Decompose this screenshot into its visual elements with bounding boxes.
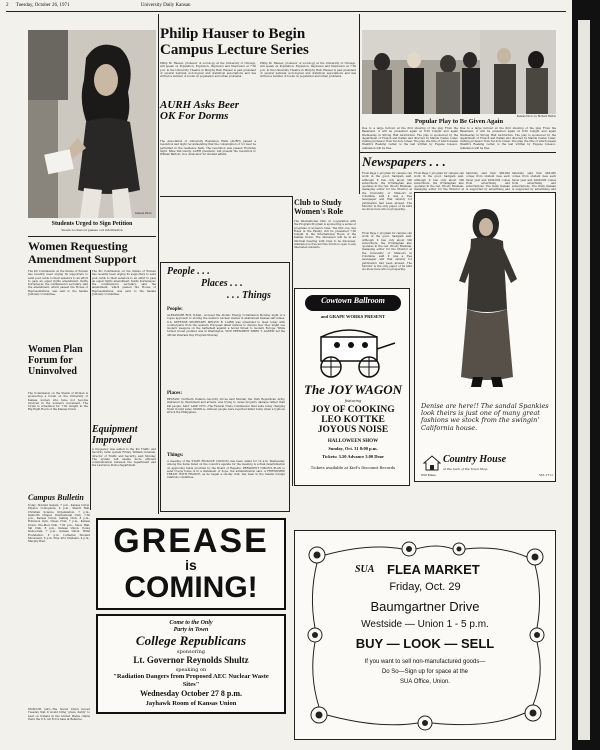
- flea-hours: Westside — Union 1 - 5 p.m.: [361, 619, 489, 630]
- folio-date: Tuesday, October 26, 1971: [15, 3, 70, 8]
- equipment-headline: Equipment Improved: [92, 424, 138, 446]
- republicans-when: Wednesday October 27 8 p.m.: [139, 689, 243, 698]
- flea-date: Friday, Oct. 29: [389, 581, 461, 593]
- photo-credit: Kansan Photo: [135, 212, 152, 215]
- grease-ad: [96, 518, 286, 610]
- grease-line-3: COMING!: [124, 571, 258, 604]
- cowtown-featuring: featuring: [344, 399, 362, 403]
- col-rule-4: [359, 14, 360, 194]
- flea-brand: SUA: [355, 564, 375, 575]
- amendment-body-col1: The KU Commission on the Status of Women has recently been urging its supporters to send post cards to their senators to an effort to pass an equal rights amendment. Kathy Kortemeyer, the commission's secretary, said the amendment, which passed the House of Representatives, was sent to the Senate Judiciary Committee.: [28, 270, 88, 297]
- cowtown-tickets: Tickets: 3.50 Advance 3.00 Door: [322, 454, 384, 459]
- forum-headline: Women Plan Forum for Uninvolved: [28, 344, 83, 377]
- facing-page-strip: [578, 20, 590, 740]
- cowtown-ad: [294, 288, 410, 486]
- cowtown-title: Cowtown Ballroom: [321, 296, 385, 305]
- petition-caption: Students Urged to Sign Petition: [51, 221, 133, 227]
- play-actors-photo-icon: [362, 30, 556, 114]
- flea-sub-1: If you want to sell non-manufactured goods—: [364, 659, 486, 665]
- republicans-speaking-on: speaking on: [175, 667, 207, 673]
- amendment-headline: Women Requesting Amendment Support: [28, 239, 137, 266]
- people-places-things-box: [160, 262, 290, 512]
- grease-line-1: GREASE: [113, 522, 269, 560]
- ppt-things-body: A meeting of the STATE FINANCE COUNCIL has been called for 10 a.m. Wednesday. Among the items listed on the council's agenda for the meeting is a final determination on approving funds provided by the Board of Regents. PRESIDENT NIXON'S PLAN to send troops home is in a statement of hope, the administration said. A FRIENDSHIP TREATY WITH FRANCE, as he began a six-day visit, has been in the Senate foreign relations committee.: [167, 460, 285, 480]
- ppt-things: . . . Things: [227, 290, 271, 301]
- hauser-headline: Philip Hauser to Begin Campus Lecture Series: [160, 26, 309, 58]
- woman-photo-icon: [28, 30, 156, 218]
- fashion-model-icon: [433, 199, 537, 389]
- folio-rule: [6, 11, 566, 12]
- club-headline: Club to Study Women's Role: [294, 198, 344, 216]
- petition-photo: [28, 30, 156, 218]
- cowtown-bands: JOY OF COOKING LEO KOTTKE JOYOUS NOISE: [311, 405, 395, 435]
- moscow-body: MOSCOW (AP)—The Soviet Union moved Tuesday that it would bring 'grave clarity' to bear on Ireland in the United States claims there the U.S. Air Force base at Bellevue.: [28, 708, 90, 721]
- republicans-speaker: Lt. Governor Reynolds Shultz: [133, 655, 249, 665]
- country-house-address: 839 Mass.: [421, 473, 437, 477]
- newspapers-body-col1: From Page 1 program for campus can work in the good, Sadigam said. Although it has only about 300 subscribers, the O'Callaghan also operates in the red. Woody Brennan, managing editor for the Monitor at the University of Missouri in Columbia, said it was a free newspaper and that subsidy for publication had been abused. The Monitor is the only paper of its kind we know here who is prospering.: [362, 172, 412, 212]
- flea-sub-3: SUA Office, Union.: [400, 679, 450, 685]
- hauser-body-col1: Philip M. Hauser, professor of sociology at the University of Chicago, will speak on Population, Explosion, Implosion and Displosion at 7:30 p.m. in the University Theatre in Murphy Hall. Hauser is past president of several national sociological and statistical associations and has written a number of books on population and urban problems.: [160, 62, 256, 79]
- col-rule-3: [292, 196, 293, 486]
- hauser-body-col2: Philip M. Hauser, professor of sociology at the University of Chicago, will speak on Population, Explosion, Implosion and Displosion at 7:30 p.m. in the University Theatre in Murphy Hall. Hauser is past president of several national sociological and statistical associations and has written a number of books on population and urban problems.: [260, 62, 356, 79]
- play-caption: Popular Play to Be Given Again: [414, 118, 504, 125]
- flea-market-ad: [294, 530, 556, 740]
- ppt-places-label: Places:: [167, 391, 182, 396]
- amendment-body-col2: The KU Commission on the Status of Women has recently been urging its supporters to send post cards to their senators to an effort to pass an equal rights amendment. Kathy Kortemeyer, the commission's secretary, said the amendment, which passed the House of Representatives, was sent to the Senate Judiciary Committee.: [92, 270, 156, 297]
- ppt-people: People . . .: [167, 266, 210, 277]
- flea-location: Baumgartner Drive: [370, 599, 480, 614]
- play-photo-credit: Kansan Photo by Richard Buffon: [516, 115, 556, 118]
- newspapers-body-col3: Saturday said that $80,000 comes from student fees each fiscal year and $200,000 comes from advertising and subscriptions. The Daily Kansan is supported by advertising and: [466, 172, 510, 192]
- republicans-top-2: Party in Town: [173, 627, 209, 633]
- country-house-name: Country House: [443, 454, 507, 465]
- folio-paper: University Daily Kansan: [140, 3, 191, 8]
- facing-page-edge: [572, 0, 600, 750]
- cowtown-event: HALLOWEEN SHOW: [327, 439, 379, 444]
- ppt-places-body: BELFAST, Northern Ireland—Security forces said Monday the Irish Republican Army, shattered by internment and arrests, was trying to cause property damage rather than kill people. SALT LAKE CITY—The Federal Trade Commission filed suits today charging fraud in land sales. MANILA—Sixteen people were reported killed today when a typhoon struck the Philippines.: [167, 398, 285, 415]
- play-body-col2: Due to a large turnout at the first showing of the play From the Basement, it will be presented again at 8:30 tonight and again Wednesday in Strong Hall Auditorium. The play is sponsored by the department of French and Italian and directed by Maude Castel. Later, visiting professor from Tel Aviv, Israel. The play, the title of which means Wealth's Reeking Letter, is the last written by Eugene Ionesco. Admission will be free.: [460, 127, 556, 150]
- newspapers-headline: Newspapers . . .: [362, 154, 446, 169]
- ppt-people-label: People:: [167, 307, 183, 312]
- republicans-headline: College Republicans: [135, 633, 247, 648]
- forum-body: The Commission on the Status of Women is sponsoring a forum on the University of Kansas women who have not become involved in the women's movement. The forum is scheduled for 7:30 tonight in the Big Eight Room of the Kansas Union.: [28, 392, 88, 412]
- country-house-phone: VI3-1711: [539, 473, 553, 477]
- play-body-col1: Due to a large turnout at the first showing of the play From the Basement, it will be presented again at 8:30 tonight and again Wednesday in Strong Hall Auditorium. The play is sponsored by the department of French and Italian and directed by Maude Castel. Later, visiting professor from Tel Aviv, Israel. The play, the title of which means Wealth's Reeking Letter, is the last written by Eugene Ionesco. Admission will be free.: [362, 127, 458, 150]
- col-rule-1: [158, 14, 159, 514]
- republicans-top-1: Come to the Only: [169, 620, 213, 626]
- republicans-sponsoring: sponsoring: [177, 649, 205, 655]
- country-house-tagline: at the back of the Town Shop: [443, 467, 488, 471]
- bulletin-headline: Campus Bulletin: [28, 493, 84, 502]
- country-house-ad: [414, 192, 556, 482]
- grease-line-2: is: [185, 557, 197, 573]
- row-rule-1: [160, 196, 292, 197]
- aurh-headline: AURH Asks Beer OK For Dorms: [160, 99, 240, 122]
- newspapers-body-col1b: From Page 1 program for campus can work in the good, Sadigam said. Although it has only about 300 subscribers, the O'Callaghan also operates in the red. Woody Brennan, managing editor for the Monitor at the University of Missouri in Columbia, said it was a free newspaper and that subsidy for publication had been abused. The Monitor is the only paper of its kind we know here who is prospering.: [362, 232, 412, 272]
- newspapers-body-col2a: From Page 1 program for campus can work in the good, Sadigam said. Although it has only about 300 subscribers, the O'Callaghan also operates in the red. Woody Brennan, managing editor for the Monitor at: [414, 172, 464, 192]
- flea-sub-2: Do So—Sign up for space at the: [381, 669, 469, 675]
- rule-amend-top: [28, 236, 156, 237]
- flea-slogan: BUY — LOOK — SELL: [355, 636, 495, 651]
- col-rule-2: [90, 270, 91, 510]
- aurh-body: The Association of University Residence Halls (AURH) passed a resolution last night recommending that the consumption of 3.2 beer be permitted in the residence halls. The resolution was passed Thursday night. Mike Van Gundy, AURH president, will present the resolution to William Balfour, vice chancellor for student affairs.: [160, 140, 256, 157]
- newspapers-body-col4: Saturday said that $80,000 comes from student fees each fiscal year and $200,000 comes from advertising and subscriptions. The Daily Kansan is supported by advertising and: [512, 172, 556, 192]
- row-rule-2: [360, 152, 556, 153]
- bulletin-body: Today: Student Senate, 7 p.m., Kansas Union. Physics Colloquium, 4 p.m., Malott Hall. Christian Science Organization, 7 p.m., Danforth Chapel. International Club, 7:30 p.m., Kansas Union. Sailing Club, 8 p.m., Robinson Gym. Chess Club, 7 p.m., Kansas Union. Pre-Med Club, 7:30 p.m., Snow Hall. Ski Club, 8 p.m., Kansas Union. Young Democrats, 7 p.m., Kansas Union. Hillel Foundation, 8 p.m. Lutheran Student Movement, 6 p.m. Fine Arts Students, 4 p.m., Murphy Hall.: [28, 504, 90, 544]
- ppt-places: Places . . .: [201, 278, 243, 289]
- republicans-ad: [96, 614, 286, 714]
- folio-page: 2: [6, 3, 9, 8]
- play-photo: [362, 30, 556, 114]
- cowtown-sub: and GRAPE WORKS PRESENT: [320, 314, 386, 319]
- republicans-where: Jayhawk Room of Kansas Union: [145, 700, 237, 707]
- equipment-body: A frequency was added to the KU Traffic and Security radio system Friday, William Coleman, director of Traffic and Security, said Monday. The system will enable more efficient communication between the department and the Lawrence Police Department.: [92, 448, 156, 468]
- flea-title: FLEA MARKET: [387, 562, 480, 577]
- joy-wagon-title: The JOY WAGON: [304, 382, 402, 397]
- cowtown-outlet: Tickets available at Kief's Discount Records: [310, 465, 396, 470]
- house-icon: [423, 455, 441, 471]
- club-body: The International Club, in cooperation with the Program Program is sponsoring a series of programs of women's roles. The first one, Sex Roles in the Family, will be presented 7:30 tonight in the International Room of the Kansas Union. The discussion will be in an informal meeting with roles to be discussed. Admission is free and the forum is open to any interested students.: [294, 220, 356, 250]
- ppt-people-body: ALEXANDER ROY, D-Kan., accused the Atomic Energy Commission Monday night of a rogue approach to storing the nation's nuclear wastes in abandoned Kansas salt mines. U.S. DEFENSE SECRETARY MELVIN R. LAIRD was scheduled to meet today with counterparts from the western European allied nations to discuss how they might use modern weapons on the battlefield against a Soviet threat to modern Europe. While former Soviet premier was in Washington, VICE PRESIDENT SPIRO T. AGNEW led the official Veterans Day Program Monday.: [167, 314, 285, 337]
- country-house-copy: Denise are here!! The sandal Spankies look theirs is just one of many great fashions we stock from the swingin' California house.: [421, 402, 549, 432]
- ppt-things-label: Things:: [167, 453, 184, 458]
- cowtown-date: Sunday, Oct. 31 8:00 p.m.: [328, 446, 378, 451]
- petition-subcaption: Susan Lockwood passes out information: [61, 228, 123, 232]
- wagon-icon: [307, 323, 399, 381]
- folio-line: [6, 3, 566, 11]
- republicans-topic: "Radiation Dangers from Proposed AEC Nuclear Waste Sites": [113, 673, 269, 688]
